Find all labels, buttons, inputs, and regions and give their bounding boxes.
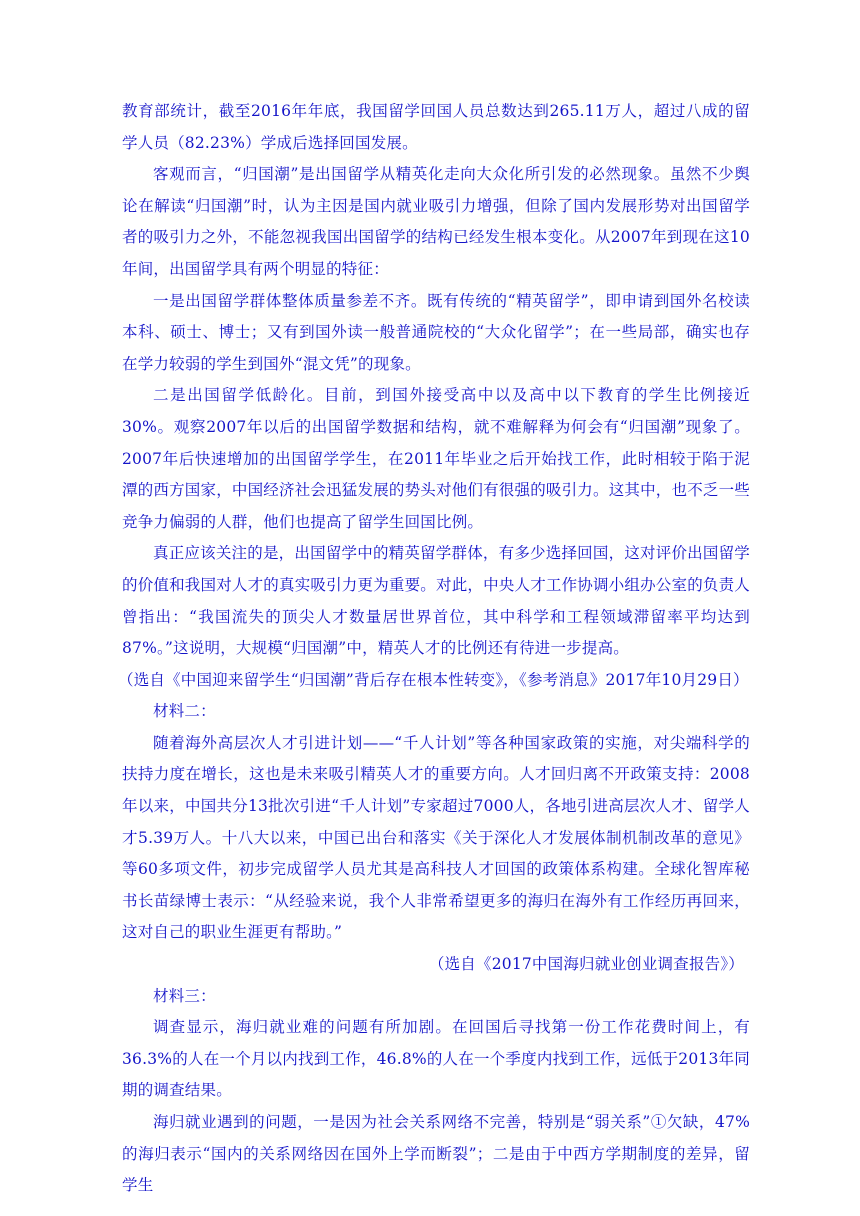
paragraph-objective-view: 客观而言，“归国潮”是出国留学从精英化走向大众化所引发的必然现象。虽然不少舆论在解读“归国潮”时，认为主因是国内就业吸引力增强，但除了国内发展形势对出国留学者的吸引力之外，不能忽视我国出国留学的结构已经发生根本变化。从2007年到现在这10年间，出国留学具有两个明显的特征： (122, 165, 750, 278)
paragraph-feature-two: 二是出国留学低龄化。目前，到国外接受高中以及高中以下教育的学生比例接近30%。观察2007年以后的出国留学数据和结构，就不难解释为何会有“归国潮”现象了。2007年后快速增加的出国留学学生，在2011年毕业之后开始找工作，此时相较于陷于泥潭的西方国家，中国经济社会迅猛发展的势头对他们有很强的吸引力。这其中，也不乏一些竞争力偏弱的人群，他们也提高了留学生回国比例。 (122, 386, 751, 531)
paragraph-elite-talent: 真正应该关注的是，出国留学中的精英留学群体，有多少选择回国，这对评价出国留学的价值和我国对人才的真实吸引力更为重要。对此，中央人才工作协调小组办公室的负责人曾指出：“我国流失的顶尖人才数量居世界首位，其中科学和工程领域滞留率平均达到87%。”这说明，大规模“归国潮”中，精英人才的比例还有待进一步提高。 (122, 544, 751, 658)
material-two-heading: 材料二： (153, 702, 216, 721)
paragraph-talent-policy: 随着海外高层次人才引进计划——“千人计划”等各种国家政策的实施，对尖端科学的扶持力度在增长，这也是未来吸引精英人才的重要方向。人才回归离不开政策支持：2008年以来，中国共分13批次引进“千人计划”专家超过7000人，各地引进高层次人才、留学人才5.39万人。十八大以来，中国已出台和落实《关于深化人才发展体制机制改革的意见》等60多项文件，初步完成留学人员尤其是高科技人才回国的政策体系构建。全球化智库秘书长苗绿博士表示：“从经验来说，我个人非常希望更多的海归在海外有工作经历再回来，这对自己的职业生涯更有帮助。” (122, 733, 750, 942)
paragraph-employment-problems: 海归就业遇到的问题，一是因为社会关系网络不完善，特别是“弱关系”①欠缺，47%的海归表示“国内的关系网络因在国外上学而断裂”；二是由于中西方学期制度的差异，留学生 (122, 1113, 750, 1195)
source-citation-one: （选自《中国迎来留学生“归国潮”背后存在根本性转变》，《参考消息》2017年10月29日） (118, 670, 749, 689)
material-three-heading: 材料三： (153, 986, 216, 1005)
paragraph-survey: 调查显示，海归就业难的问题有所加剧。在回国后寻找第一份工作花费时间上，有36.3%的人在一个月以内找到工作，46.8%的人在一个季度内找到工作，远低于2013年同期的调查结果。 (122, 1018, 750, 1100)
article-body (118, 96, 751, 1202)
paragraph-statistics: 教育部统计，截至2016年年底，我国留学回国人员总数达到265.11万人，超过八成的留学人员（82.23%）学成后选择回国发展。 (122, 102, 750, 152)
paragraph-feature-one: 一是出国留学群体整体质量参差不齐。既有传统的“精英留学”，即申请到国外名校读本科、硕士、博士；又有到国外读一般普通院校的“大众化留学”；在一些局部，确实也存在学力较弱的学生到国外“混文凭”的现象。 (122, 291, 750, 373)
source-citation-two: （选自《2017中国海归就业创业调查报告》） (428, 955, 744, 974)
